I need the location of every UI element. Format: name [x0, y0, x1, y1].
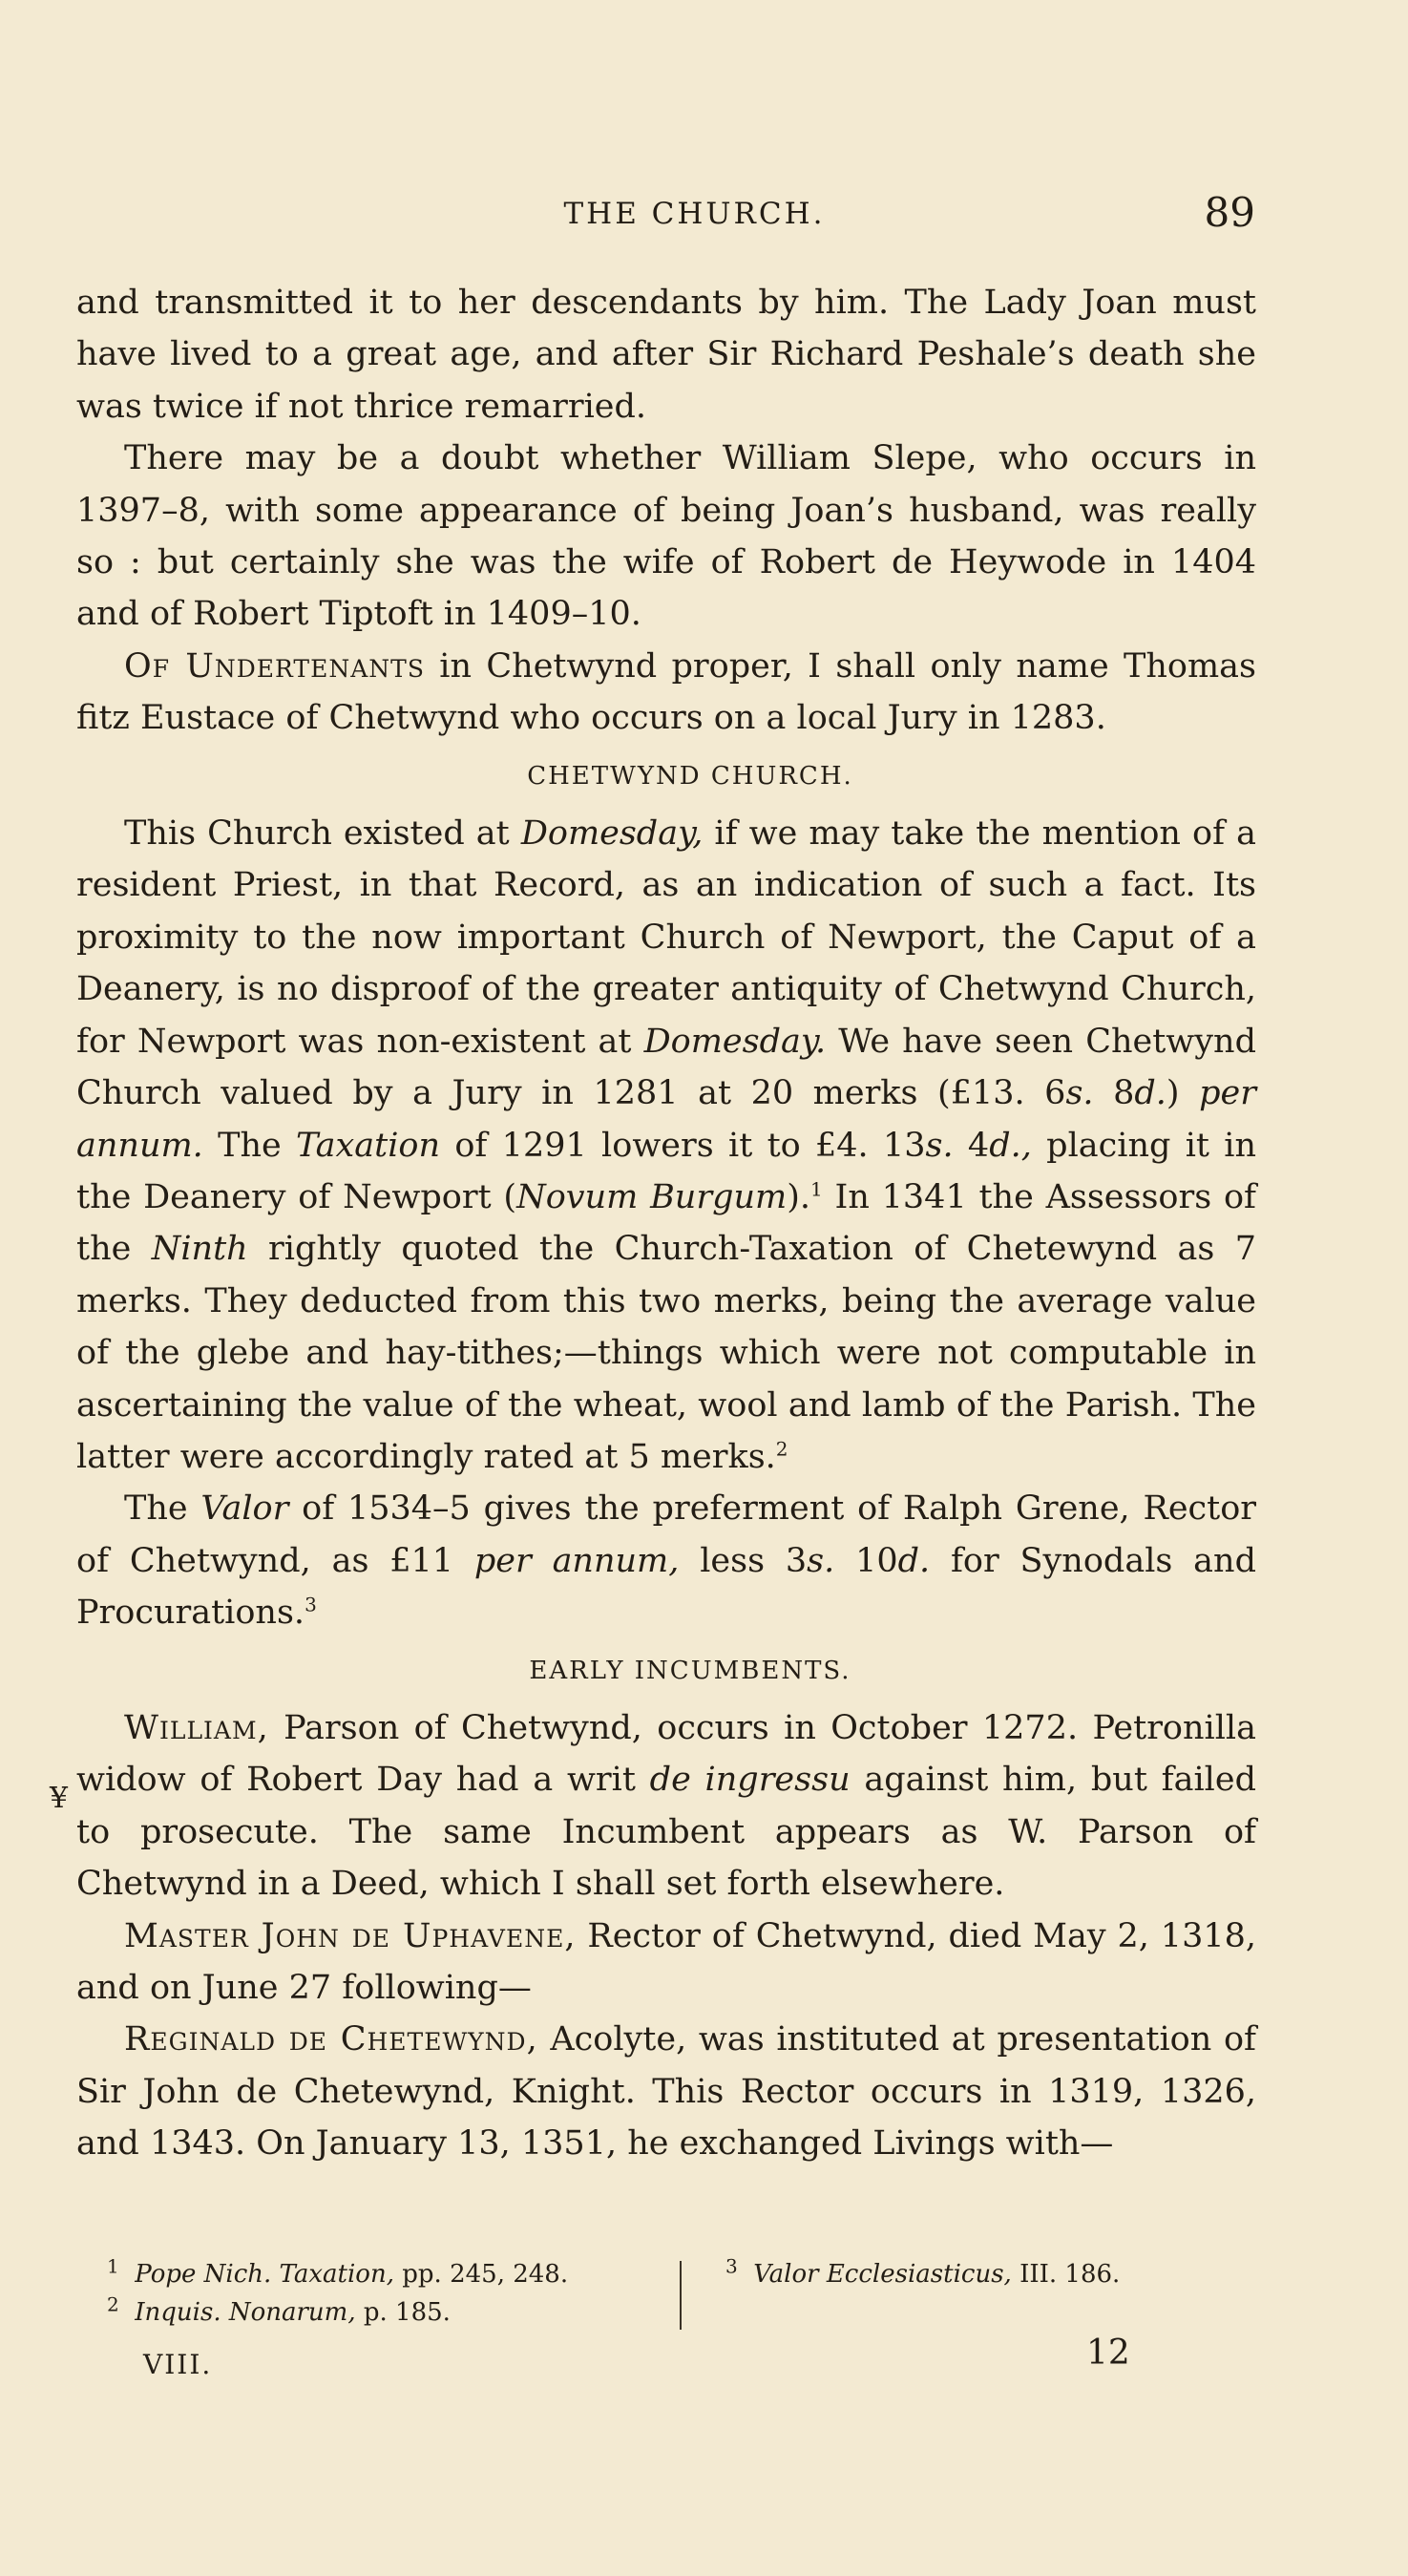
lead-in: Reginald de Chetewynd,: [124, 2020, 538, 2059]
footnote: $^1$ Pope Nich. Taxation, pp. 245, 248.: [107, 2254, 569, 2289]
paragraph: Reginald de Chetewynd, Acolyte, was instituted at presentation of Sir John de Chetewynd, Knight. This Rector occurs in 1319, 1326, and 1343. On January 13, 1351, he exchanged Livings with—: [76, 2020, 1256, 2164]
footnote: $^3$ Valor Ecclesiasticus, III. 186.: [725, 2254, 1121, 2289]
margin-mark: ¥: [50, 1782, 69, 1815]
footnote-ref: 2: [775, 1437, 788, 1461]
paragraph: and transmitted it to her descendants by him. The Lady Joan must have lived to a great age, and after Sir Richard Peshale’s death she was twice if not thrice remarried.: [76, 284, 1256, 426]
paragraph: The Valor of 1534–5 gives the preferment of Ralph Grene, Rector of Chetwynd, as £11 per annum, less 3s. 10d. for Synodals and Procurations.$^3$: [76, 1489, 1256, 1633]
paragraph: There may be a doubt whether William Slepe, who occurs in 1397–8, with some appearance of being Joan’s husband, was really so : but certainly she was the wife of Robert de Heywode in 1404 and of Robert Tiptoft in 1409–10.: [76, 439, 1256, 634]
footnote-divider: [680, 2261, 682, 2330]
signature-mark: VIII.: [143, 2349, 213, 2380]
paragraph: This Church existed at Domesday, if we may take the mention of a resident Priest, in that Record, as an indication of such a fact. Its proximity to the now important Church of Newport, the Caput of a Deanery, is no disproof of the greater antiquity of Chetwynd Church, for Newport was non-existent at Domesday. We have seen Chetwynd Church valued by a Jury in 1281 at 20 merks (£13. 6s. 8d.) per annum. The Taxation of 1291 lowers it to £4. 13s. 4d., placing it in the Deanery of Newport (Novum Burgum).$^1$ In 1341 the Assessors of the Ninth rightly quoted the Church-Taxation of Chetewynd as 7 merks. They deducted from this two merks, being the average value of the glebe and hay-tithes;—things which were not computable in ascertaining the value of the wheat, wool and lamb of the Parish. The latter were accordingly rated at 5 merks.$^2$: [76, 814, 1257, 1476]
running-title: THE CHURCH.: [563, 197, 826, 231]
footnote: $^2$ Inquis. Nonarum, p. 185.: [107, 2292, 451, 2327]
page-number: 89: [1204, 189, 1255, 236]
footnotes-left: [107, 2255, 651, 2332]
quire-number: 12: [1086, 2333, 1130, 2373]
footnotes-right: [725, 2255, 1260, 2293]
section-heading: EARLY INCUMBENTS.: [529, 1656, 851, 1685]
lead-in: William,: [124, 1708, 269, 1747]
lead-in: Of Undertenants: [124, 646, 425, 686]
paragraph: William, Parson of Chetwynd, occurs in October 1272. Petronilla widow of Robert Day had a writ de ingressu against him, but failed to prosecute. The same Incumbent appears as W. Parson of Chetwynd in a Deed, which I shall set forth elsewhere.: [76, 1708, 1256, 1904]
running-head: [76, 189, 1255, 237]
lead-in: Master John de Uphavene,: [124, 1916, 577, 1955]
body-text: [76, 277, 1256, 2170]
footnote-ref: 1: [809, 1177, 823, 1201]
paragraph: Master John de Uphavene, Rector of Chetwynd, died May 2, 1318, and on June 27 following—: [76, 1916, 1256, 2007]
paragraph: Of Undertenants in Chetwynd proper, I shall only name Thomas fitz Eustace of Chetwynd who occurs on a local Jury in 1283.: [76, 646, 1256, 738]
footnote-ref: 3: [305, 1593, 317, 1616]
section-heading: CHETWYND CHURCH.: [527, 761, 853, 791]
